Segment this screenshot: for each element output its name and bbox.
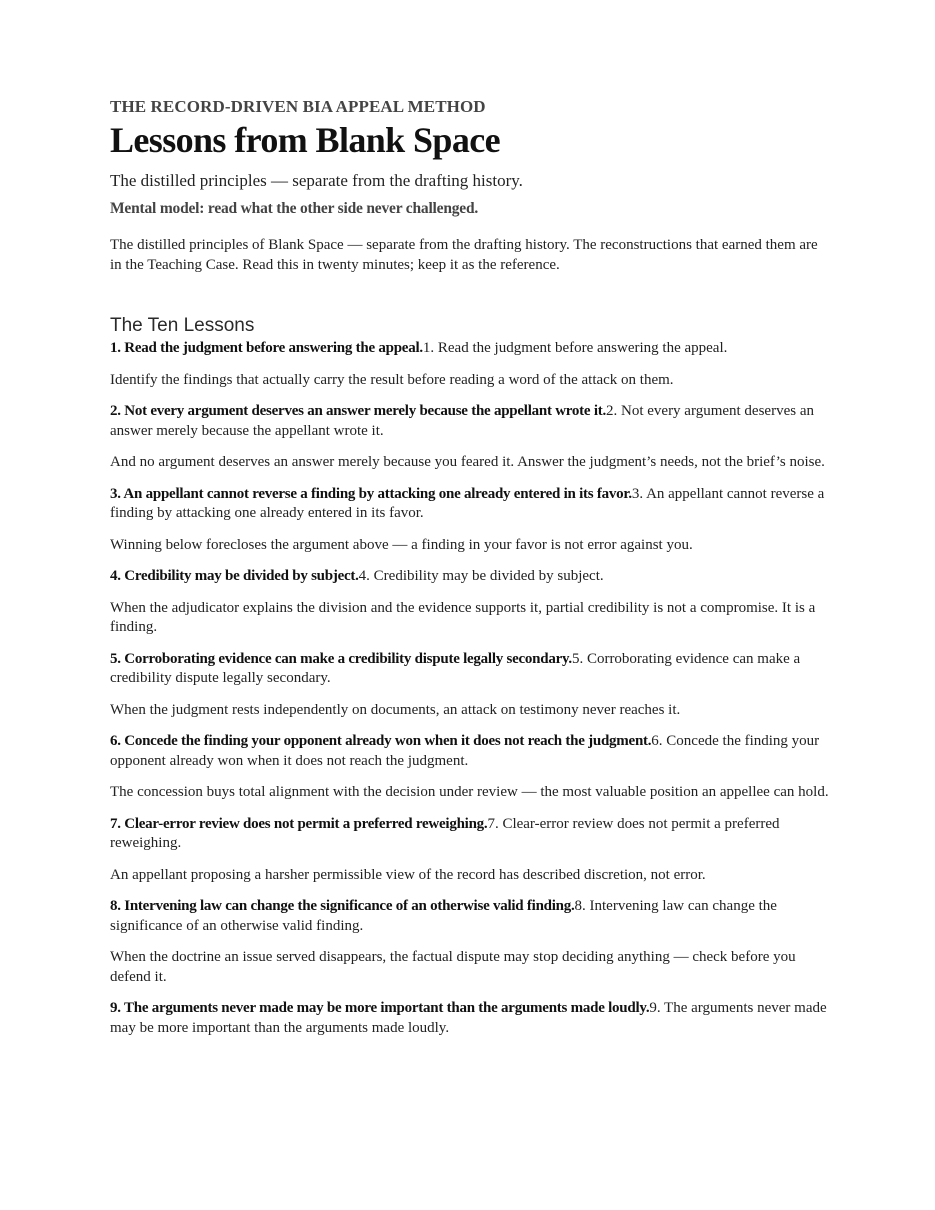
lesson-body: The concession buys total alignment with the decision under review — the most valuable position an appellee can hold.	[110, 784, 829, 800]
lesson-heading	[110, 999, 830, 1038]
lesson-bold-title: 8. Intervening law can change the significance of an otherwise valid finding.	[110, 898, 575, 914]
lesson-bold-title: 9. The arguments never made may be more important than the arguments made loudly.	[110, 1000, 650, 1016]
lesson-bold-title: 3. An appellant cannot reverse a finding by attacking one already entered in its favor.	[110, 485, 632, 502]
lesson-bold-title: 5. Corroborating evidence can make a credibility dispute legally secondary.	[110, 650, 572, 667]
lesson-plain-title: 7. Clear-error review does not permit a preferred reweighing.	[110, 815, 780, 851]
lesson-plain-title: 2. Not every argument deserves an answer merely because the appellant wrote it.	[110, 403, 814, 439]
lesson-item	[110, 485, 830, 556]
mental-model-line: Mental model: read what the other side never challenged.	[110, 200, 479, 217]
document-kicker: THE RECORD-DRIVEN BIA APPEAL METHOD	[110, 97, 486, 116]
lesson-item	[110, 897, 830, 987]
lesson-bold-title: 4. Credibility may be divided by subject.	[110, 568, 359, 584]
document-page	[110, 96, 830, 1038]
lesson-plain-title: 8. Intervening law can change the significance of an otherwise valid finding.	[110, 898, 777, 934]
lesson-item	[110, 402, 830, 473]
lesson-item	[110, 339, 830, 390]
lesson-heading	[110, 567, 830, 587]
lesson-heading	[110, 339, 830, 359]
lesson-plain-title: 6. Concede the finding your opponent already won when it does not reach the judgment.	[110, 733, 820, 769]
lessons-list	[110, 339, 830, 1038]
section-heading-ten-lessons: The Ten Lessons	[110, 315, 255, 336]
lesson-body: When the adjudicator explains the division and the evidence supports it, partial credibility is not a compromise. It is a finding.	[110, 599, 816, 635]
lesson-body: When the doctrine an issue served disappears, the factual dispute may stop deciding anything — check before you defend it.	[110, 949, 796, 985]
lesson-plain-title: 1. Read the judgment before answering the appeal.	[422, 340, 728, 356]
lesson-item	[110, 732, 830, 803]
lesson-body: And no argument deserves an answer merely because you feared it. Answer the judgment’s needs, not the brief’s noise.	[110, 454, 825, 470]
lesson-heading	[110, 815, 830, 854]
lesson-item	[110, 999, 830, 1038]
lesson-body: Identify the findings that actually carry the result before reading a word of the attack on them.	[110, 371, 674, 388]
lesson-bold-title: 6. Concede the finding your opponent already won when it does not reach the judgment.	[110, 733, 652, 749]
lesson-bold-title: 1. Read the judgment before answering the appeal.	[110, 340, 423, 356]
lesson-plain-title: 3. An appellant cannot reverse a finding by attacking one already entered in its favor.	[110, 485, 825, 521]
lesson-body: Winning below forecloses the argument above — a finding in your favor is not error against you.	[110, 536, 693, 553]
page-subtitle: The distilled principles — separate from the drafting history.	[110, 171, 523, 190]
page-title: Lessons from Blank Space	[110, 120, 501, 160]
lesson-item	[110, 650, 830, 721]
lesson-plain-title: 4. Credibility may be divided by subject.	[358, 568, 604, 584]
lesson-body: When the judgment rests independently on documents, an attack on testimony never reaches it.	[110, 701, 681, 718]
intro-paragraph: The distilled principles of Blank Space — separate from the drafting history. The reconstructions that earned them are in the Teaching Case. Read this in twenty minutes; keep it as the reference.	[110, 237, 818, 273]
lesson-heading	[110, 402, 830, 441]
lesson-item	[110, 567, 830, 638]
lesson-bold-title: 2. Not every argument deserves an answer merely because the appellant wrote it.	[110, 403, 606, 419]
lesson-body: An appellant proposing a harsher permissible view of the record has described discretion, not error.	[110, 866, 706, 883]
lesson-heading	[110, 650, 830, 689]
lesson-plain-title: 9. The arguments never made may be more important than the arguments made loudly.	[110, 1000, 827, 1036]
lesson-bold-title: 7. Clear-error review does not permit a preferred reweighing.	[110, 815, 488, 832]
lesson-heading	[110, 732, 830, 771]
lesson-heading	[110, 485, 830, 524]
lesson-plain-title: 5. Corroborating evidence can make a credibility dispute legally secondary.	[110, 650, 801, 686]
lesson-heading	[110, 897, 830, 936]
lesson-item	[110, 815, 830, 886]
